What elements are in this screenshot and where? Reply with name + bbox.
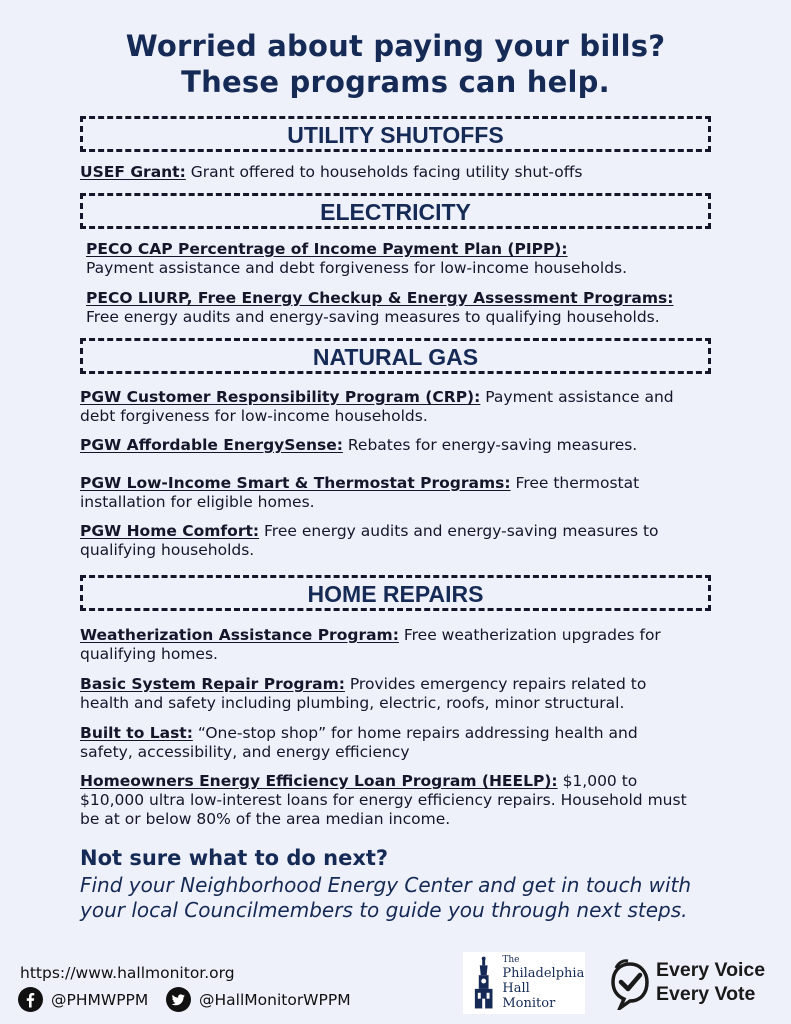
item-name: PECO LIURP, Free Energy Checkup & Energy Assessment Programs:: [86, 289, 674, 307]
title-line-1: Worried about paying your bills?: [125, 29, 666, 63]
item-name: Basic System Repair Program:: [80, 675, 345, 693]
twitter-handle[interactable]: [166, 987, 351, 1012]
item-peco-liurp: [86, 289, 716, 327]
item-name: PGW Low-Income Smart & Thermostat Programs:: [80, 474, 511, 492]
section-heading: NATURAL GAS: [312, 344, 479, 370]
footer-url[interactable]: https://www.hallmonitor.org: [20, 964, 235, 982]
item-desc: Free energy audits and energy-saving measures to qualifying households.: [86, 308, 660, 326]
item-name: PGW Customer Responsibility Program (CRP):: [80, 388, 481, 406]
item-name: PECO CAP Percentrage of Income Payment Plan (PIPP):: [86, 240, 568, 258]
twitter-handle-text: @HallMonitorWPPM: [199, 990, 351, 1009]
item-weatherization: [80, 626, 712, 664]
item-usef-grant: [80, 163, 720, 182]
item-peco-cap: [86, 240, 716, 278]
item-built-to-last: [80, 724, 680, 762]
item-desc: Free energy audits and energy-saving measures to qualifying households.: [80, 522, 659, 559]
item-desc: Provides emergency repairs related to health and safety including plumbing, electric, roofs, minor structural.: [80, 675, 647, 712]
cta-text: Find your Neighborhood Energy Center and get in touch with your local Councilmembers to guide you through next steps.: [80, 873, 692, 922]
item-pgw-crp: [80, 388, 710, 426]
item-desc: Payment assistance and debt forgiveness for low-income households.: [86, 259, 628, 277]
section-heading: ELECTRICITY: [320, 199, 471, 225]
item-name: Built to Last:: [80, 724, 193, 742]
item-desc: “One-stop shop” for home repairs addressing health and safety, accessibility, and energy efficiency: [80, 724, 638, 761]
philadelphia-hall-monitor-logo: [463, 952, 585, 1014]
title-line-2: These programs can help.: [181, 65, 610, 99]
item-name: USEF Grant:: [80, 163, 186, 181]
cta-question: Not sure what to do next?: [80, 846, 389, 870]
item-pgw-smart-thermostat: [80, 474, 690, 512]
every-voice-every-vote-logo: [608, 956, 783, 1012]
hall-monitor-logo-text: The Philadelphia Hall Monitor: [502, 955, 585, 1011]
page-title: [0, 28, 791, 100]
item-desc: Free weatherization upgrades for qualifying homes.: [80, 626, 661, 663]
item-pgw-energysense: [80, 436, 720, 455]
item-desc: $1,000 to $10,000 ultra low-interest loans for energy efficiency repairs. Household must be at or below 80% of the area median income.: [80, 772, 687, 828]
section-heading: UTILITY SHUTOFFS: [287, 122, 504, 148]
item-pgw-home-comfort: [80, 522, 710, 560]
facebook-handle[interactable]: [18, 987, 148, 1012]
facebook-icon: [18, 987, 43, 1012]
section-utility-shutoffs: [80, 116, 711, 152]
call-to-action: [80, 845, 720, 923]
item-name: PGW Home Comfort:: [80, 522, 260, 540]
section-heading: HOME REPAIRS: [307, 581, 484, 607]
item-basic-system-repair: [80, 675, 700, 713]
city-hall-tower-icon: [469, 955, 498, 1011]
every-voice-logo-text: Every Voice Every Vote: [656, 959, 766, 1005]
item-name: Weatherization Assistance Program:: [80, 626, 399, 644]
item-desc: Free thermostat installation for eligible homes.: [80, 474, 640, 511]
item-desc: Rebates for energy-saving measures.: [347, 436, 638, 454]
section-electricity: [80, 193, 711, 229]
item-desc: Grant offered to households facing utility shut-offs: [190, 163, 583, 181]
section-natural-gas: [80, 338, 711, 374]
item-heelp: [80, 772, 690, 829]
item-name: PGW Affordable EnergySense:: [80, 436, 343, 454]
section-home-repairs: [80, 575, 711, 611]
twitter-icon: [166, 987, 191, 1012]
item-desc: Payment assistance and debt forgiveness for low-income households.: [80, 388, 674, 425]
ballot-check-icon: [608, 958, 652, 1010]
facebook-handle-text: @PHMWPPM: [51, 990, 149, 1009]
item-name: Homeowners Energy Efficiency Loan Program (HEELP):: [80, 772, 558, 790]
